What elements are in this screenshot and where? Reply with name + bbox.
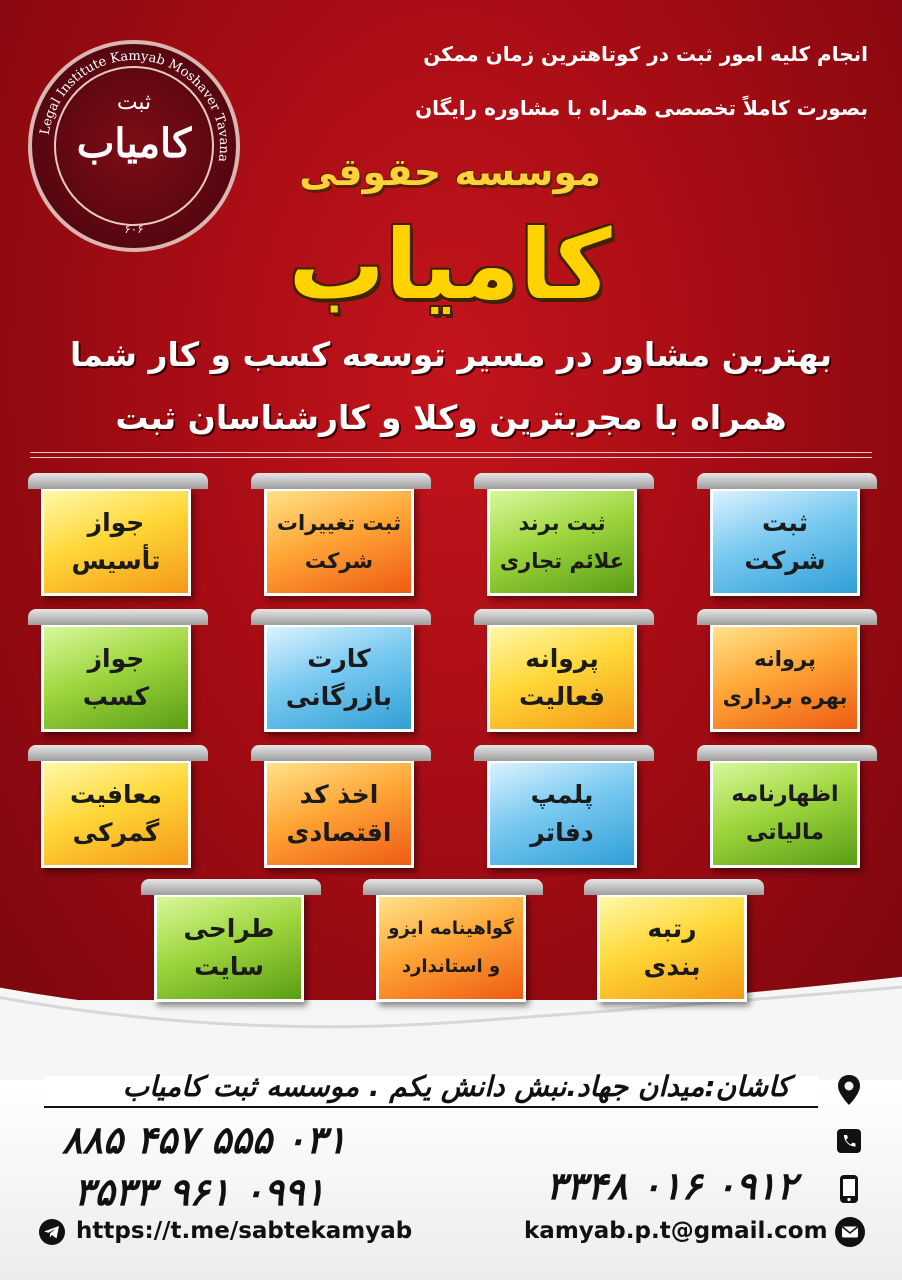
service-tab	[474, 609, 654, 625]
phone-icon	[836, 1128, 862, 1158]
service-ledger-sealing	[487, 760, 637, 868]
service-tab	[363, 879, 543, 895]
service-tab	[251, 609, 431, 625]
service-tab	[697, 473, 877, 489]
service-label: گواهینامه ایزو و استاندارد	[388, 918, 514, 977]
institute-title: موسسه حقوقی	[299, 150, 601, 194]
email-address[interactable]: kamyab.p.t@gmail.com	[524, 1218, 828, 1244]
logo-number: ۶۰۶	[124, 222, 144, 236]
service-operation-permit	[710, 624, 860, 732]
service-ranking	[597, 894, 747, 1002]
service-label: پروانه فعالیت	[519, 644, 605, 711]
service-economic-code	[264, 760, 414, 868]
service-customs-exemption	[41, 760, 191, 868]
logo-main-text: کامیاب	[76, 120, 192, 167]
service-tab	[28, 473, 208, 489]
slogan-1: بهترین مشاور در مسیر توسعه کسب و کار شما	[70, 335, 832, 374]
divider	[30, 452, 872, 458]
telegram-link[interactable]: https://t.me/sabtekamyab	[76, 1218, 413, 1244]
service-label: اظهارنامه مالیاتی	[731, 782, 839, 845]
service-tab	[28, 745, 208, 761]
service-label: ثبت برند علائم تجاری	[499, 511, 625, 573]
service-tab	[697, 745, 877, 761]
service-label: پروانه بهره برداری	[722, 647, 848, 709]
service-tab	[28, 609, 208, 625]
intro-line-1: انجام کلیه امور ثبت در کوتاهترین زمان ممکن	[423, 42, 868, 66]
brand-title: کامیاب	[288, 209, 612, 321]
service-tab	[697, 609, 877, 625]
service-label: کارت بازرگانی	[285, 644, 393, 711]
service-label: پلمپ دفاتر	[530, 780, 594, 847]
service-tab	[251, 745, 431, 761]
mobile-phone-2: ۰۹۱۲ ۰۱۶ ۳۳۴۸	[546, 1164, 797, 1208]
address: کاشان:میدان جهاد.نبش دانش یکم . موسسه ثبت کامیاب	[122, 1070, 790, 1103]
service-tax-declaration	[710, 760, 860, 868]
service-label: جواز کسب	[82, 644, 150, 711]
service-label: رتبه بندی	[643, 914, 701, 981]
service-tab	[474, 473, 654, 489]
slogan-2: همراه با مجربترین وکلا و کارشناسان ثبت	[115, 398, 787, 437]
service-iso-certificate	[376, 894, 526, 1002]
telegram-icon	[38, 1218, 66, 1250]
service-company-changes	[264, 488, 414, 596]
service-company-registration	[710, 488, 860, 596]
landline-phone: ۰۳۱ ۵۵۵ ۴۵۷ ۸۸۵	[62, 1118, 347, 1162]
mobile-phone-1: ۰۹۹۱ ۹۶۱ ۳۵۳۳	[74, 1170, 325, 1214]
logo	[28, 40, 240, 252]
service-label: اخذ کد اقتصادی	[286, 780, 392, 847]
service-label: ثبت تغییرات شرکت	[276, 511, 402, 573]
service-commercial-card	[264, 624, 414, 732]
service-business-license	[41, 624, 191, 732]
service-label: جواز تأسیس	[71, 508, 161, 575]
service-tab	[141, 879, 321, 895]
service-tab	[251, 473, 431, 489]
service-website-design	[154, 894, 304, 1002]
service-label: معافیت گمرکی	[69, 780, 163, 847]
mobile-icon	[838, 1174, 860, 1208]
intro-line-2: بصورت کاملاً تخصصی همراه با مشاوره رایگان	[415, 96, 868, 120]
service-label: ثبت شرکت	[744, 508, 826, 575]
logo-ring-text: Legal Institute Kamyab Moshaver Tavana	[37, 48, 232, 163]
service-establishment-license	[41, 488, 191, 596]
service-tab	[584, 879, 764, 895]
service-activity-permit	[487, 624, 637, 732]
logo-small-text: ثبت	[116, 90, 152, 115]
location-icon	[836, 1074, 862, 1110]
service-tab	[474, 745, 654, 761]
email-icon	[834, 1216, 866, 1252]
service-brand-registration	[487, 488, 637, 596]
service-label: طراحی سایت	[183, 914, 275, 981]
